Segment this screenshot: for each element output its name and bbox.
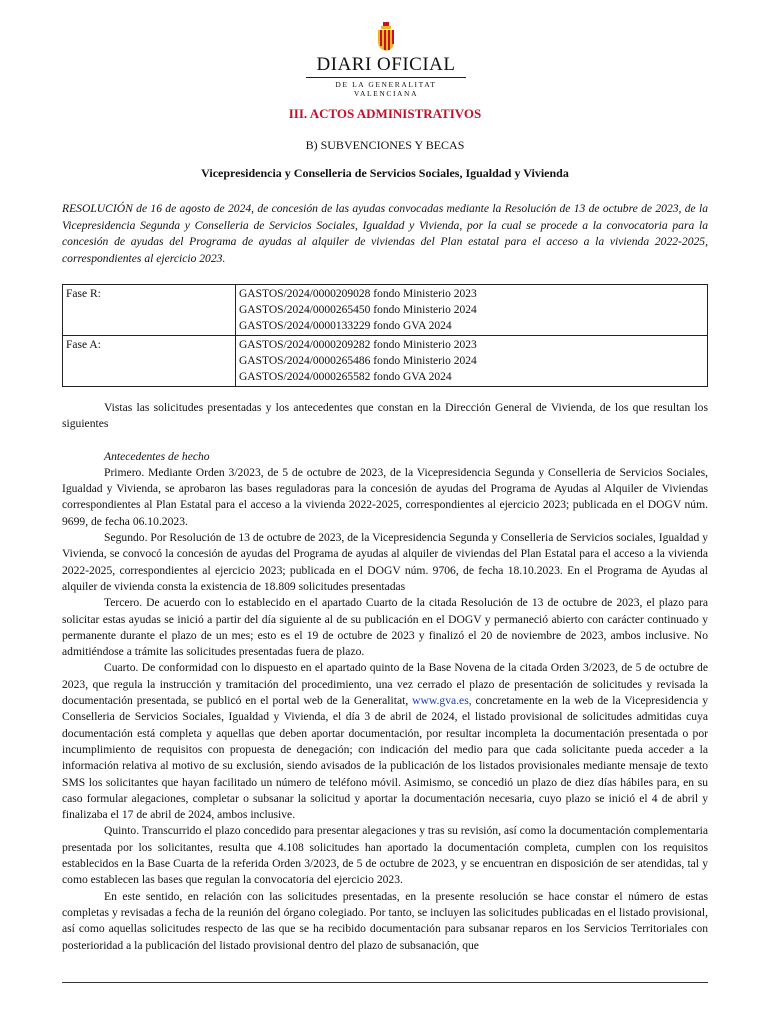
- facts-heading: Antecedentes de hecho: [104, 449, 210, 463]
- funds-table: [62, 284, 708, 387]
- fund-line: GASTOS/2024/0000265450 fondo Ministerio 2024: [239, 304, 477, 316]
- fund-lines: [236, 336, 708, 387]
- paragraph-primero: Primero. Mediante Orden 3/2023, de 5 de octubre de 2023, de la Vicepresidencia Segunda y Conselleria de Servicios Sociales, Igualdad y Vivienda, se aprobaron las bases reguladoras para la concesión de ayudas del Programa de Ayudas al Alquiler de Viviendas correspondientes al Plan Estatal para el acceso a la vivienda 2022-2025, correspondientes al ejercicio 2023; publicada en el DOGV núm. 9699, de fecha 06.10.2023.: [62, 465, 708, 528]
- paragraph-segundo: Segundo. Por Resolución de 13 de octubre de 2023, de la Vicepresidencia Segunda y Conselleria de Servicios sociales, Igualdad y Vivienda, se convocó la concesión de ayudas del Programa de ayudas al alquiler de viviendas del Plan Estatal para el acceso a la vivienda 2022-2025, correspondientes al ejercicio 2023; publicada en el DOGV núm. 9706, de fecha 18.10.2023. En el Programa de Ayudas al alquiler de vivienda consta la existencia de 18.809 solicitudes presentadas: [62, 531, 708, 593]
- subsection-title: B) SUBVENCIONES Y BECAS: [305, 138, 465, 152]
- section-title: III. ACTOS ADMINISTRATIVOS: [288, 106, 482, 121]
- fund-line: GASTOS/2024/0000209028 fondo Ministerio 2023: [239, 288, 477, 300]
- fund-line: GASTOS/2024/0000265582 fondo GVA 2024: [239, 371, 452, 383]
- table-row: [63, 336, 708, 387]
- table-row: [63, 285, 708, 336]
- department-title: Vicepresidencia y Conselleria de Servicios Sociales, Igualdad y Vivienda: [201, 166, 569, 180]
- paragraph-tercero: Tercero. De acuerdo con lo establecido en el apartado Cuarto de la citada Resolución de 13 de octubre de 2023, el plazo para solicitar estas ayudas se inició a partir del día siguiente al de su publicación en el DOGV y permaneció abierto con carácter continuado y permanente durante el plazo de un mes; esto es el 19 de octubre de 2023 y finalizó el 20 de noviembre de 2023, ambos inclusive. No admitiéndose a trámite las solicitudes presentadas fuera de plazo.: [62, 596, 708, 659]
- body-text: [62, 400, 708, 954]
- generalitat-crest-icon: [375, 22, 397, 52]
- paragraph-quinto: Quinto. Transcurrido el plazo concedido para presentar alegaciones y tras su revisión, así como la documentación complementaria presentada por los solicitantes, resulta que 4.108 solicitudes han aportado la documentación completa, cumplen con los requisitos establecidos en la Base Cuarta de la referida Orden 3/2023, de 5 de octubre de 2023, y se encuentran en disposición de ser atendidas, tal y como establecen las bases que regulan la convocatoria del ejercicio 2023.: [62, 824, 708, 887]
- paragraph-cuarto: [62, 660, 708, 823]
- cuarto-text-start: Cuarto. De conformidad con lo dispuesto en el apartado quinto de la Base Novena de la citada Orden 3/2023, de 5 de octubre de 2023, que regula la instrucción y tramitación del procedimiento, una vez cerrado el plazo de presentación de solicitudes y revisada la documentación presentada, se publicó en el portal web de la Generalitat,: [62, 661, 708, 708]
- fund-line: GASTOS/2024/0000265486 fondo Ministerio 2024: [239, 355, 477, 367]
- dogv-subtitle: DE LA GENERALITAT VALENCIANA: [306, 77, 466, 98]
- fund-line: GASTOS/2024/0000133229 fondo GVA 2024: [239, 320, 452, 332]
- fund-lines: [236, 285, 708, 336]
- cuarto-text-end: concretamente en la web de la Vicepresidencia y Conselleria de Servicios Sociales, Igualdad y Vivienda, el día 3 de abril de 2024, el listado provisional de solicitudes admitidas cuya documentación está completa y aquellas que deben aportar documentación, por resultar incompleta la documentación presentada o por incumplimiento de requisitos con propuesta de denegación; con indicación del medio para que cada solicitante pueda acceder a la información relativa al motivo de su exclusión, siendo avisados de la publicación de los listados provisionales mediante mensaje de texto SMS los solicitantes que hayan facilitado un número de teléfono móvil. Asimismo, se concedió un plazo de diez días hábiles para, en su caso formular alegaciones, completar o subsanar la solicitud y aportar la documentación necesaria, cuyo plazo se inició el 4 de abril y finalizaba el 17 de abril de 2024, ambos inclusive.: [62, 694, 708, 822]
- gva-link[interactable]: www.gva.es,: [412, 694, 472, 708]
- intro-paragraph: Vistas las solicitudes presentadas y los antecedentes que constan en la Dirección General de Vivienda, de los que resultan los siguientes: [62, 401, 708, 431]
- phase-label: Fase A:: [63, 336, 236, 387]
- phase-label: Fase R:: [63, 285, 236, 336]
- fund-line: GASTOS/2024/0000209282 fondo Ministerio 2023: [239, 339, 477, 351]
- dogv-title: DIARI OFICIAL: [316, 54, 456, 75]
- footer-divider: [62, 982, 708, 983]
- dogv-masthead: [306, 22, 466, 98]
- paragraph-sentido: En este sentido, en relación con las solicitudes presentadas, en la presente resolución se hace constar el número de estas completas y revisadas a fecha de la reunión del órgano colegiado. Por tanto, se incluyen las solicitudes publicadas en el listado provisional, así como aquellas solicitudes respecto de las que se ha recibido documentación para subsanar reparos en los Servicios Territoriales con posterioridad a la publicación del listado provisional dentro del plazo de subsanación, que: [62, 889, 708, 952]
- resolution-summary: RESOLUCIÓN de 16 de agosto de 2024, de concesión de las ayudas convocadas mediante la Resolución de 13 de octubre de 2023, de la Vicepresidencia Segunda y Conselleria de Servicios Sociales, Igualdad y Vivienda, por la cual se procede a la convocatoria para la concesión de ayudas del Programa de ayudas al alquiler de viviendas del Plan estatal para el acceso a la vivienda 2022-2025, correspondientes al ejercicio 2023.: [62, 202, 708, 265]
